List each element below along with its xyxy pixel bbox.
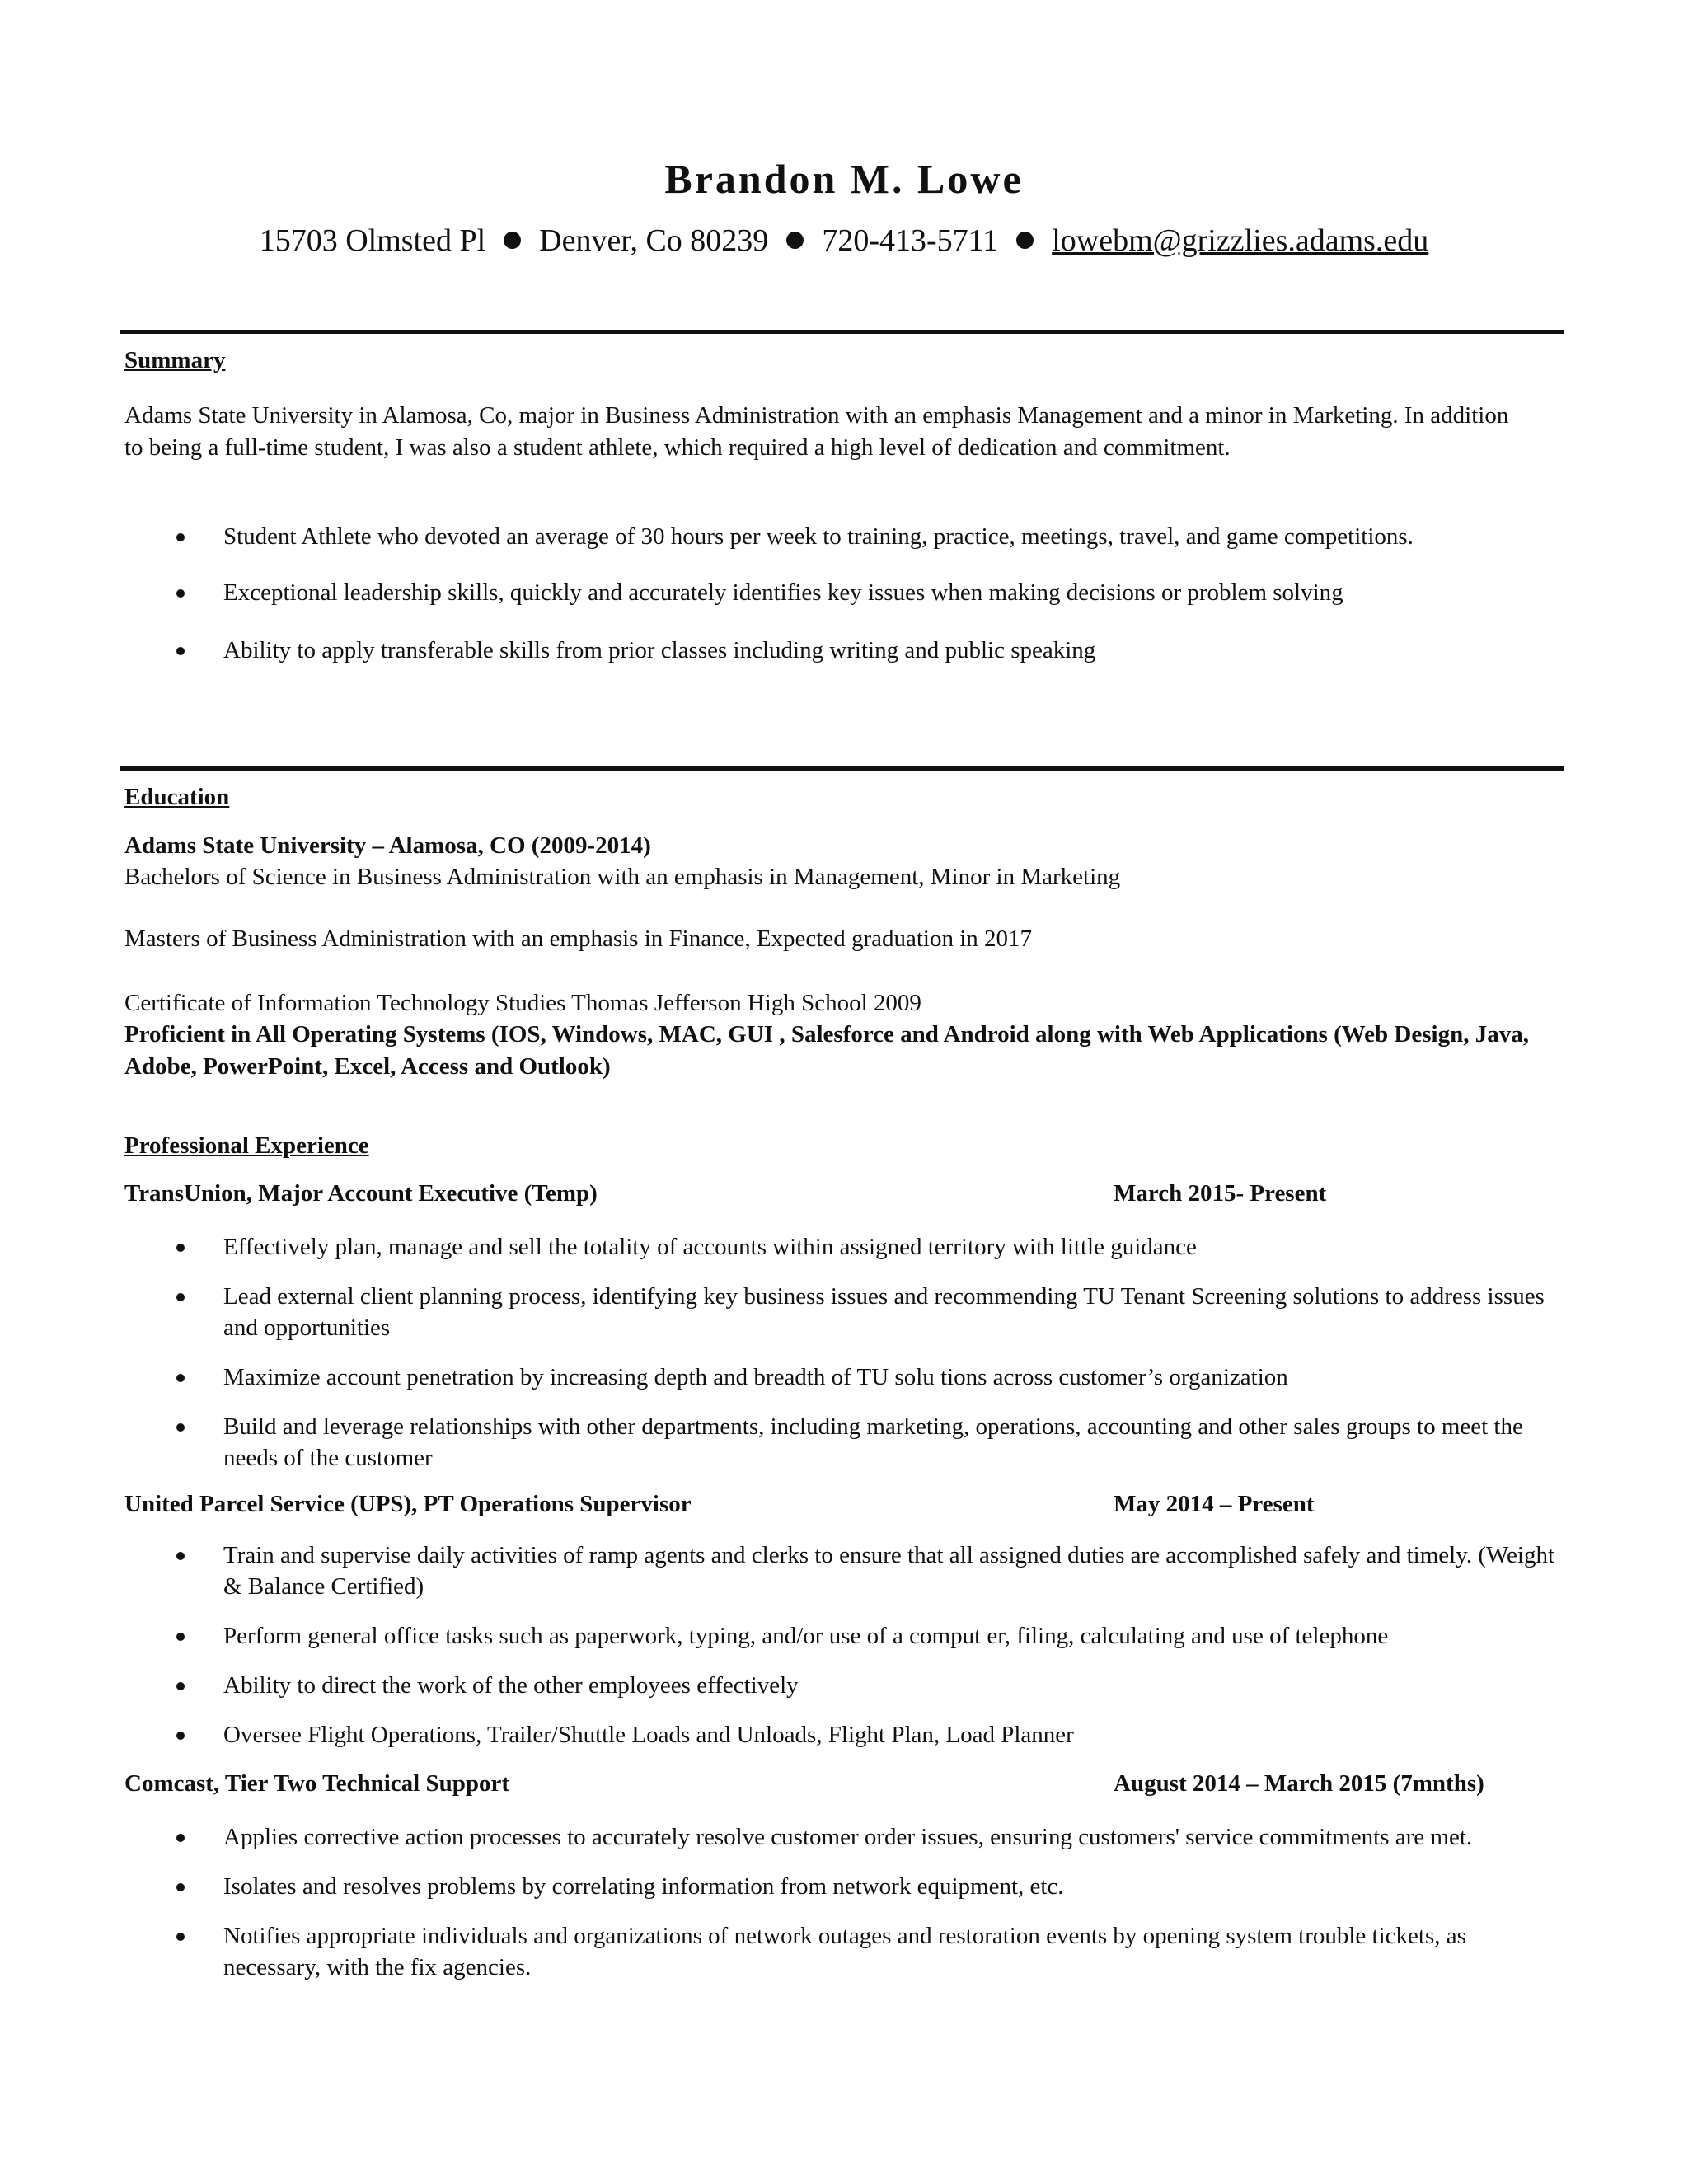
list-item: Lead external client planning process, identifying key business issues and recommending TU Tenant Screening solutions to address issues and opportunities bbox=[124, 1281, 1567, 1343]
bullet-icon bbox=[176, 1293, 185, 1301]
bullet-icon bbox=[176, 1633, 185, 1641]
job-bullets bbox=[124, 1231, 1567, 1474]
bullet-icon bbox=[176, 1883, 185, 1891]
summary-text: Adams State University in Alamosa, Co, major in Business Administration with an emphasis Management and a minor in Marketing. In addition to being a full-time student, I was also a student athlete, which required a high level of dedication and commitment. bbox=[124, 402, 1509, 461]
job-date: August 2014 – March 2015 (7mnths) bbox=[1114, 1770, 1484, 1797]
bullet-dot-icon bbox=[1016, 232, 1034, 249]
address: 15703 Olmsted Pl bbox=[259, 223, 486, 258]
bullet-icon bbox=[176, 589, 185, 598]
job-date: March 2015- Present bbox=[1114, 1180, 1327, 1207]
list-item: Maximize account penetration by increasing depth and breadth of TU solu tions across customer’s organization bbox=[124, 1361, 1567, 1393]
bullet-icon bbox=[176, 1682, 185, 1690]
certificate: Certificate of Information Technology Studies Thomas Jefferson High School 2009 bbox=[124, 990, 921, 1016]
bullet-icon bbox=[176, 1552, 185, 1560]
job-header bbox=[124, 1180, 1575, 1213]
bullet-icon bbox=[176, 1834, 185, 1842]
degree: Bachelors of Science in Business Administration with an emphasis in Management, Minor in Marketing bbox=[124, 864, 1121, 890]
phone: 720-413-5711 bbox=[822, 223, 999, 258]
summary-heading: Summary bbox=[124, 347, 226, 373]
list-item: Build and leverage relationships with other departments, including marketing, operations, accounting and other sales groups to meet the needs of the customer bbox=[124, 1411, 1567, 1474]
list-item: Notifies appropriate individuals and organizations of network outages and restoration events by opening system trouble tickets, as necessary, with the fix agencies. bbox=[124, 1920, 1567, 1983]
bullet-icon bbox=[176, 1423, 185, 1432]
job-bullets bbox=[124, 1821, 1567, 1983]
bullet-icon bbox=[176, 1933, 185, 1941]
bullet-dot-icon bbox=[504, 232, 521, 249]
job-header bbox=[124, 1770, 1575, 1803]
city: Denver, Co 80239 bbox=[539, 223, 769, 258]
list-item: Oversee Flight Operations, Trailer/Shuttle Loads and Unloads, Flight Plan, Load Planner bbox=[124, 1719, 1567, 1750]
summary-bullets bbox=[124, 521, 1567, 666]
job-title: TransUnion, Major Account Executive (Temp) bbox=[124, 1180, 598, 1207]
school: Adams State University – Alamosa, CO (2009-2014) bbox=[124, 832, 651, 859]
job-title: United Parcel Service (UPS), PT Operations Supervisor bbox=[124, 1491, 692, 1517]
list-item: Perform general office tasks such as paperwork, typing, and/or use of a comput er, filing, calculating and use of telephone bbox=[124, 1620, 1567, 1652]
contact-line bbox=[0, 223, 1688, 259]
bullet-icon bbox=[176, 533, 185, 541]
education-heading: Education bbox=[124, 784, 230, 810]
job-header bbox=[124, 1491, 1575, 1524]
job-bullets bbox=[124, 1540, 1567, 1750]
list-item: Applies corrective action processes to accurately resolve customer order issues, ensuring customers' service commitments are met. bbox=[124, 1821, 1567, 1853]
bullet-icon bbox=[176, 1244, 185, 1252]
list-item: Exceptional leadership skills, quickly and accurately identifies key issues when making decisions or problem solving bbox=[124, 577, 1567, 608]
bullet-icon bbox=[176, 647, 185, 655]
list-item: Isolates and resolves problems by correlating information from network equipment, etc. bbox=[124, 1871, 1567, 1902]
list-item: Student Athlete who devoted an average of 30 hours per week to training, practice, meetings, travel, and game competitions. bbox=[124, 521, 1567, 552]
bullet-dot-icon bbox=[786, 232, 804, 249]
masters: Masters of Business Administration with an emphasis in Finance, Expected graduation in 2017 bbox=[124, 926, 1033, 952]
list-item: Ability to apply transferable skills from prior classes including writing and public speaking bbox=[124, 635, 1567, 666]
bullet-icon bbox=[176, 1732, 185, 1740]
list-item: Train and supervise daily activities of ramp agents and clerks to ensure that all assigned duties are accomplished safely and timely. (Weight & Balance Certified) bbox=[124, 1540, 1567, 1602]
divider bbox=[120, 766, 1564, 771]
list-item: Effectively plan, manage and sell the totality of accounts within assigned territory with little guidance bbox=[124, 1231, 1567, 1263]
skills: Proficient in All Operating Systems (IOS, Windows, MAC, GUI , Salesforce and Android along with Web Applications (Web Design, Java, Adobe, PowerPoint, Excel, Access and Outlook) bbox=[124, 1021, 1529, 1080]
job-title: Comcast, Tier Two Technical Support bbox=[124, 1770, 510, 1797]
list-item: Ability to direct the work of the other employees effectively bbox=[124, 1670, 1567, 1701]
job-date: May 2014 – Present bbox=[1114, 1491, 1315, 1517]
candidate-name: Brandon M. Lowe bbox=[664, 156, 1024, 202]
bullet-icon bbox=[176, 1374, 185, 1382]
divider bbox=[120, 330, 1564, 334]
email-link[interactable]: lowebm@grizzlies.adams.edu bbox=[1052, 223, 1429, 258]
experience-heading: Professional Experience bbox=[124, 1132, 369, 1159]
